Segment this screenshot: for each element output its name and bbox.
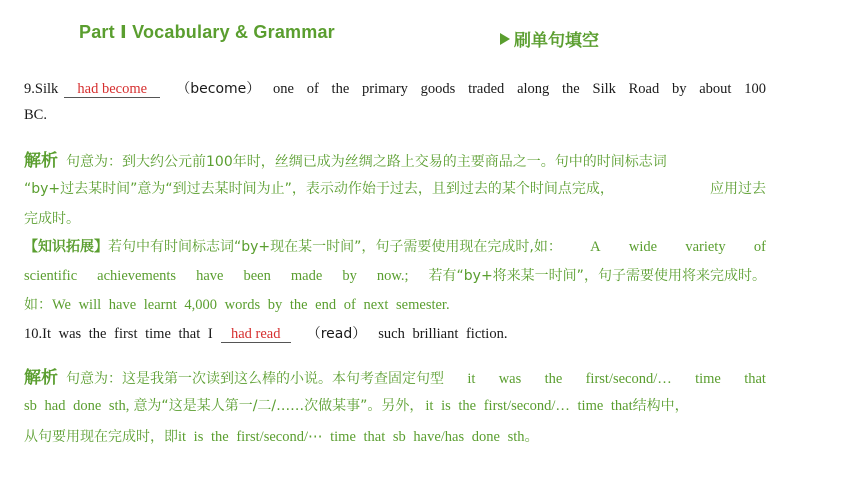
q9-word: primary — [362, 81, 408, 97]
q9-word: about — [699, 81, 732, 97]
analysis-9-text2b: 应用过去 — [710, 181, 766, 197]
q10-prefix: 10.It was the first time that I — [24, 326, 213, 342]
q9-word: along — [517, 81, 550, 97]
analysis-label: 解析 — [24, 368, 58, 388]
q9-word: 100 — [744, 81, 766, 97]
q9-word: traded — [468, 81, 505, 97]
q10-answer-blank: had read — [221, 326, 291, 343]
q9-word: of — [306, 81, 319, 97]
section-tag-label: 刷单句填空 — [514, 31, 599, 51]
question-9-line1 — [24, 78, 766, 98]
analysis-9-line3 — [24, 208, 766, 228]
pattern-word: was — [498, 371, 522, 387]
analysis-10-text2d: 结构中， — [632, 398, 689, 414]
example-word: by — [342, 268, 357, 284]
analysis-10-line1 — [24, 363, 766, 388]
q9-word: the — [331, 81, 350, 97]
knowledge-extension-line3 — [24, 294, 766, 314]
analysis-10-text2c: it is the first/second/… time that — [425, 398, 633, 414]
question-10-line — [24, 323, 766, 343]
knowledge-extension-lead — [24, 236, 562, 256]
analysis-10-text3b: it is the first/second/⋯ time that sb have/has done sth。 — [178, 429, 539, 445]
q9-word: goods — [420, 81, 456, 97]
analysis-10-line2 — [24, 395, 766, 415]
analysis-9-text1: 句意为：到大约公元前100年时，丝绸已成为丝绸之路上交易的主要商品之一。句中的时间标志词 — [66, 154, 667, 170]
analysis-10-text2b: 意为“这是某人第一/二/……次做某事”。另外， — [133, 398, 424, 414]
q9-hint: （become） — [176, 81, 261, 97]
analysis-10-line3 — [24, 425, 766, 446]
q9-word: the — [562, 81, 580, 97]
analysis-9-text2a: “by+过去某时间”意为“到过去某时间为止”，表示动作始于过去，且到过去的某个时间点完成， — [24, 181, 614, 197]
knowledge-extension-text1: 若句中有时间标志词“by+现在某一时间”，句子需要使用现在完成时,如： — [108, 239, 562, 255]
analysis-10-text3a: 从句要用现在完成时，即 — [24, 429, 178, 445]
q9-word: one — [273, 81, 294, 97]
pattern-word: first/second/… — [585, 371, 672, 387]
question-9-line2 — [24, 107, 766, 124]
q9-answer-blank: had become — [64, 81, 160, 98]
pattern-word: that — [744, 371, 766, 387]
q9-word: Road — [628, 81, 660, 97]
section-title: Part Ⅰ Vocabulary & Grammar — [79, 22, 335, 42]
analysis-9-line2 — [24, 178, 766, 198]
analysis-9-line1 — [24, 146, 766, 171]
q9-prefix — [24, 78, 260, 98]
q9-word: by — [671, 81, 687, 97]
example-word: of — [753, 239, 766, 255]
knowledge-extension-label: 【知识拓展】 — [24, 239, 108, 255]
q9-continuation: BC. — [24, 107, 47, 123]
knowledge-extension-line2 — [24, 265, 766, 285]
example-word: variety — [685, 239, 726, 255]
example-word: scientific — [24, 268, 78, 284]
analysis-10-text2a: sb had done sth, — [24, 398, 130, 414]
example-word: wide — [628, 239, 658, 255]
example-word: achievements — [97, 268, 177, 284]
analysis-9-text3: 完成时。 — [24, 211, 80, 227]
example-word: been — [243, 268, 271, 284]
pattern-word: time — [695, 371, 721, 387]
example-word: now.; — [376, 268, 409, 284]
analysis-10-text1: 句意为：这是我第一次读到这么棒的小说。本句考查固定句型 — [66, 371, 444, 387]
analysis-10-lead — [24, 363, 444, 388]
q9-number: 9.Silk — [24, 81, 59, 97]
knowledge-extension-text2: 若有“by+将来某一时间”，句子需要使用将来完成时。 — [428, 268, 766, 284]
section-tag — [500, 26, 599, 51]
play-triangle-icon — [500, 33, 510, 45]
example-word: have — [196, 268, 224, 284]
q9-word: Silk — [592, 81, 616, 97]
knowledge-extension-line1 — [24, 236, 766, 256]
q10-hint: （read） — [306, 326, 367, 342]
example-word: made — [290, 268, 323, 284]
q10-rest: such brilliant fiction. — [378, 326, 508, 342]
example-sentence: We will have learnt 4,000 words by the end of next semester. — [52, 297, 450, 313]
example-word: A — [590, 239, 601, 255]
pattern-word: the — [544, 371, 563, 387]
analysis-label: 解析 — [24, 151, 58, 171]
pattern-word: it — [467, 371, 476, 387]
example-prefix: 如： — [24, 297, 52, 313]
